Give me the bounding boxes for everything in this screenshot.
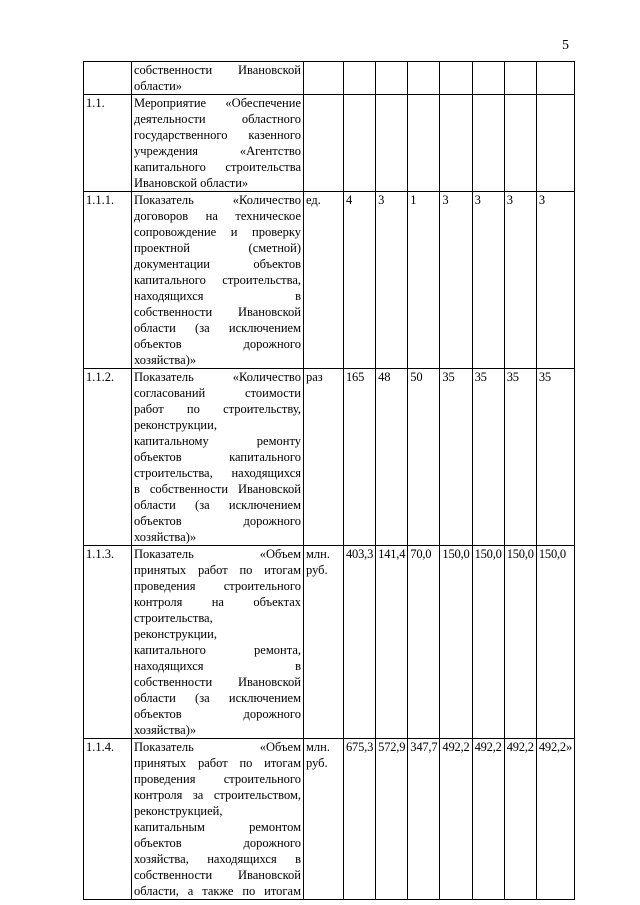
description-line: договоров на техническое: [134, 209, 301, 223]
value-cell: [472, 62, 504, 95]
value-cell: 35: [440, 369, 472, 546]
description-line: области (за исключением: [134, 498, 301, 512]
description-line: области»: [134, 79, 183, 93]
unit-cell: ед.: [304, 192, 344, 369]
row-number-cell: 1.1.3.: [84, 546, 132, 739]
value-cell: 492,2: [440, 739, 472, 900]
description-line: контроля на объектах: [134, 595, 301, 609]
table-row: [84, 62, 575, 95]
value-cell: [472, 95, 504, 192]
description-line: объектов дорожного: [134, 514, 301, 528]
description-line: капитального строительства: [134, 160, 301, 174]
row-number-cell: 1.1.1.: [84, 192, 132, 369]
value-cell: 165: [344, 369, 376, 546]
description-line: проектной (сметной): [134, 241, 301, 255]
description-cell: [132, 546, 304, 739]
value-cell: 492,2: [504, 739, 536, 900]
description-cell: [132, 95, 304, 192]
description-line: реконструкции,: [134, 627, 217, 641]
value-cell: 3: [376, 192, 408, 369]
description-line: сопровождение и проверку: [134, 225, 301, 239]
value-cell: 3: [440, 192, 472, 369]
table-row: [84, 192, 575, 369]
value-cell: [536, 95, 574, 192]
value-cell: 3: [504, 192, 536, 369]
description-line: собственности Ивановской: [134, 63, 301, 77]
value-cell: 675,3: [344, 739, 376, 900]
description-cell: [132, 369, 304, 546]
description-cell: [132, 739, 304, 900]
description-line: Показатель «Количество: [134, 193, 301, 207]
description-line: капитального строительства,: [134, 273, 301, 287]
description-line: находящихся в: [134, 289, 301, 303]
value-cell: 150,0: [440, 546, 472, 739]
value-cell: 492,2: [472, 739, 504, 900]
value-cell: 48: [376, 369, 408, 546]
description-line: Ивановской области»: [134, 176, 249, 190]
description-line: Показатель «Количество: [134, 370, 301, 384]
value-cell: 403,3: [344, 546, 376, 739]
description-line: Показатель «Объем: [134, 547, 301, 561]
description-line: Мероприятие «Обеспечение: [134, 96, 301, 110]
value-cell: 572,9: [376, 739, 408, 900]
value-cell: 492,2»: [536, 739, 574, 900]
description-line: хозяйства)»: [134, 723, 197, 737]
description-line: находящихся в: [134, 659, 301, 673]
description-line: собственности Ивановской: [134, 305, 301, 319]
value-cell: 150,0: [504, 546, 536, 739]
description-line: Показатель «Объем: [134, 740, 301, 754]
value-cell: [440, 95, 472, 192]
value-cell: 141,4: [376, 546, 408, 739]
value-cell: 35: [536, 369, 574, 546]
description-line: проведения строительного: [134, 772, 301, 786]
description-line: капитальному ремонту: [134, 434, 301, 448]
description-line: хозяйства)»: [134, 530, 197, 544]
row-number-cell: [84, 62, 132, 95]
description-line: реконструкцией,: [134, 804, 223, 818]
description-line: учреждения «Агентство: [134, 144, 301, 158]
description-line: деятельности областного: [134, 112, 301, 126]
table-row: [84, 95, 575, 192]
value-cell: [408, 95, 440, 192]
page-number: 5: [562, 38, 569, 53]
description-line: реконструкции,: [134, 418, 217, 432]
description-line: области (за исключением: [134, 691, 301, 705]
unit-cell: млн. руб.: [304, 546, 344, 739]
unit-cell: раз: [304, 369, 344, 546]
description-cell: [132, 192, 304, 369]
description-line: хозяйства, находящихся в: [134, 852, 301, 866]
value-cell: 3: [472, 192, 504, 369]
value-cell: [504, 95, 536, 192]
description-line: принятых работ по итогам: [134, 756, 301, 770]
value-cell: 150,0: [472, 546, 504, 739]
value-cell: 150,0: [536, 546, 574, 739]
unit-cell: млн. руб.: [304, 739, 344, 900]
table-row: [84, 739, 575, 900]
value-cell: [344, 95, 376, 192]
value-cell: 3: [536, 192, 574, 369]
value-cell: [376, 62, 408, 95]
description-line: работ по строительству,: [134, 402, 301, 416]
description-line: собственности Ивановской: [134, 868, 301, 882]
value-cell: 35: [472, 369, 504, 546]
description-line: области, а также по итогам: [134, 884, 301, 898]
description-line: объектов дорожного: [134, 836, 301, 850]
value-cell: 347,7: [408, 739, 440, 900]
value-cell: 1: [408, 192, 440, 369]
description-line: строительства, находящихся: [134, 466, 301, 480]
value-cell: [504, 62, 536, 95]
table-row: [84, 546, 575, 739]
description-line: принятых работ по итогам: [134, 563, 301, 577]
description-line: собственности Ивановской: [134, 675, 301, 689]
value-cell: [344, 62, 376, 95]
value-cell: 70,0: [408, 546, 440, 739]
description-cell: [132, 62, 304, 95]
description-line: контроля за строительством,: [134, 788, 301, 802]
description-line: капитального ремонта,: [134, 643, 301, 657]
unit-cell: [304, 62, 344, 95]
value-cell: 50: [408, 369, 440, 546]
value-cell: 4: [344, 192, 376, 369]
description-line: государственного казенного: [134, 128, 301, 142]
description-line: строительства,: [134, 611, 213, 625]
value-cell: [376, 95, 408, 192]
description-line: в собственности Ивановской: [134, 482, 301, 496]
description-line: согласований стоимости: [134, 386, 301, 400]
value-cell: [440, 62, 472, 95]
row-number-cell: 1.1.2.: [84, 369, 132, 546]
table-row: [84, 369, 575, 546]
description-line: объектов дорожного: [134, 707, 301, 721]
description-line: объектов дорожного: [134, 337, 301, 351]
description-line: объектов капитального: [134, 450, 301, 464]
value-cell: [536, 62, 574, 95]
description-line: документации объектов: [134, 257, 301, 271]
value-cell: 35: [504, 369, 536, 546]
description-line: проведения строительного: [134, 579, 301, 593]
description-line: капитальным ремонтом: [134, 820, 301, 834]
row-number-cell: 1.1.: [84, 95, 132, 192]
indicators-table: [83, 61, 575, 900]
unit-cell: [304, 95, 344, 192]
description-line: области (за исключением: [134, 321, 301, 335]
row-number-cell: 1.1.4.: [84, 739, 132, 900]
value-cell: [408, 62, 440, 95]
description-line: хозяйства)»: [134, 353, 197, 367]
